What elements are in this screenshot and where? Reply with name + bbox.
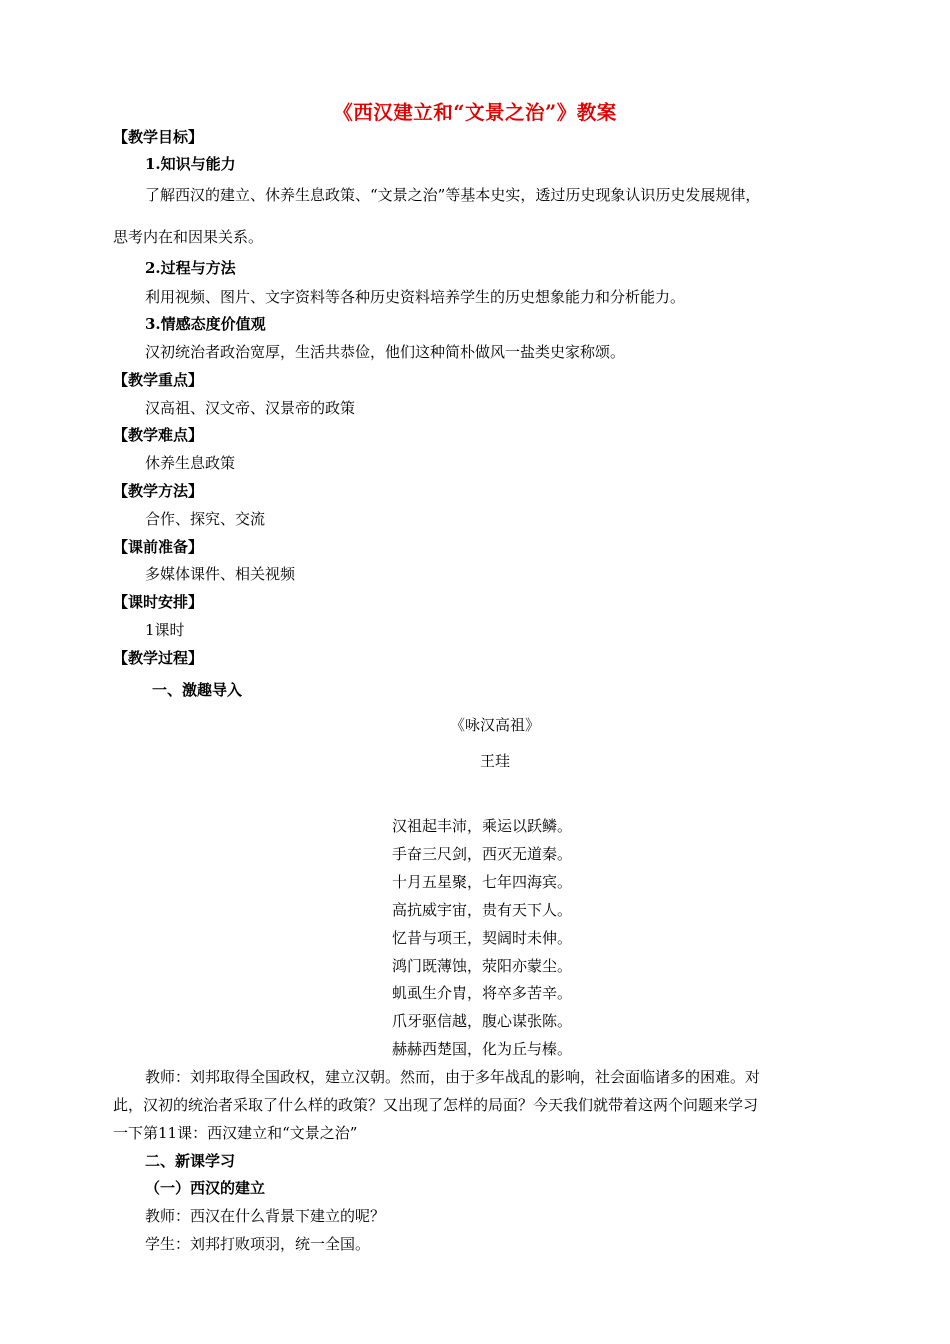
poem-author: 王珪 bbox=[479, 752, 510, 770]
knowledge-ability-text-cont: 思考内在和因果关系。 bbox=[113, 228, 264, 246]
schedule-text: 1课时 bbox=[145, 621, 185, 639]
schedule-heading: 【课时安排】 bbox=[113, 593, 204, 611]
emotion-values-text: 汉初统治者政治宽厚，生活共恭俭，他们这种简朴做风一盐类史家称颂。 bbox=[145, 343, 626, 361]
key-points-text: 汉高祖、汉文帝、汉景帝的政策 bbox=[145, 399, 356, 417]
objectives-heading: 【教学目标】 bbox=[113, 128, 204, 146]
key-points-heading: 【教学重点】 bbox=[113, 371, 204, 389]
knowledge-ability-text: 了解西汉的建立、休养生息政策、“文景之治”等基本史实，透过历史现象认识历史发展规律， bbox=[145, 186, 761, 204]
teacher-intro-text-cont: 一下第11课：西汉建立和“文景之治” bbox=[113, 1124, 358, 1142]
document-title: 《西汉建立和“文景之治”》教案 bbox=[333, 101, 617, 124]
poem-line: 鸿门既薄蚀，荥阳亦蒙尘。 bbox=[392, 957, 573, 975]
difficulties-text: 休养生息政策 bbox=[145, 454, 236, 472]
methods-heading: 【教学方法】 bbox=[113, 482, 204, 500]
process-method-heading: 2.过程与方法 bbox=[145, 259, 236, 277]
section-2-heading: 二、新课学习 bbox=[145, 1152, 236, 1170]
difficulties-heading: 【教学难点】 bbox=[113, 426, 204, 444]
poem-line: 手奋三尺剑，西灭无道秦。 bbox=[392, 845, 573, 863]
methods-text: 合作、探究、交流 bbox=[145, 510, 266, 528]
process-heading: 【教学过程】 bbox=[113, 649, 204, 667]
poem-title: 《咏汉高祖》 bbox=[449, 716, 540, 734]
teacher-question: 教师：西汉在什么背景下建立的呢？ bbox=[145, 1207, 386, 1225]
knowledge-ability-heading: 1.知识与能力 bbox=[145, 155, 236, 173]
poem-line: 忆昔与项王，契阔时未伸。 bbox=[392, 929, 573, 947]
student-answer: 学生：刘邦打败项羽，统一全国。 bbox=[145, 1235, 371, 1253]
poem-line: 高抗威宇宙，贵有天下人。 bbox=[392, 901, 573, 919]
section-1-heading: 一、激趣导入 bbox=[152, 681, 243, 699]
poem-line: 虮虱生介胄，将卒多苦辛。 bbox=[392, 984, 573, 1002]
teacher-intro-text-cont: 此，汉初的统治者采取了什么样的政策？又出现了怎样的局面？今天我们就带着这两个问题来学习 bbox=[113, 1096, 759, 1114]
teacher-intro-text: 教师：刘邦取得全国政权，建立汉朝。然而，由于多年战乱的影响，社会面临诸多的困难。对 bbox=[145, 1068, 761, 1086]
poem-line: 赫赫西楚国，化为丘与榛。 bbox=[392, 1040, 573, 1058]
preparation-heading: 【课前准备】 bbox=[113, 538, 204, 556]
emotion-values-heading: 3.情感态度价值观 bbox=[145, 315, 266, 333]
preparation-text: 多媒体课件、相关视频 bbox=[145, 565, 296, 583]
poem-line: 十月五星聚，七年四海宾。 bbox=[392, 873, 573, 891]
section-2-1-heading: （一）西汉的建立 bbox=[145, 1179, 266, 1197]
process-method-text: 利用视频、图片、文字资料等各种历史资料培养学生的历史想象能力和分析能力。 bbox=[145, 288, 686, 306]
poem-line: 汉祖起丰沛，乘运以跃鳞。 bbox=[392, 817, 573, 835]
poem-line: 爪牙驱信越，腹心谋张陈。 bbox=[392, 1012, 573, 1030]
